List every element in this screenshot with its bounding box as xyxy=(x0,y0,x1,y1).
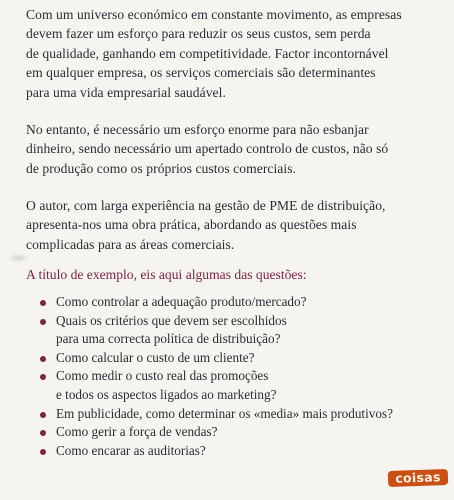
text-line: complicadas para as áreas comerciais. xyxy=(26,236,235,252)
list-item xyxy=(38,293,393,312)
list-item xyxy=(38,442,393,461)
print-smudge xyxy=(8,253,30,263)
list-item-text: Como gerir a força de vendas? xyxy=(56,424,218,440)
text-line: dinheiro, sendo necessário um apertado controlo de custos, não só xyxy=(26,141,389,157)
list-item-text: Em publicidade, como determinar os «media» mais produtivos? xyxy=(56,405,393,421)
questions-list xyxy=(38,293,393,460)
list-item-text: Como encarar as auditorias? xyxy=(56,442,206,458)
list-item-text: Quais os critérios que devem ser escolhidos xyxy=(56,312,287,328)
list-item-text: Como medir o custo real das promoções xyxy=(56,368,269,384)
bullet-icon xyxy=(40,374,46,380)
text-line: O autor, com larga experiência na gestão de PME de distribuição, xyxy=(26,198,386,213)
list-item xyxy=(38,367,393,404)
bullet-icon xyxy=(40,356,46,362)
text-line: de qualidade, ganhando em competitividade. Factor incontornável xyxy=(26,45,389,61)
list-item xyxy=(38,312,393,349)
text-line: No entanto, é necessário um esforço enorme para não esbanjar xyxy=(26,122,369,137)
bullet-icon xyxy=(40,430,46,436)
bullet-icon xyxy=(40,300,46,306)
list-item-text: para uma correcta política de distribuição? xyxy=(56,331,281,347)
cost-control-paragraph xyxy=(26,120,446,178)
intro-paragraph xyxy=(26,5,446,102)
text-line: apresenta-nos uma obra prática, abordando as questões mais xyxy=(26,217,357,233)
text-line: devem fazer um esforço para reduzir os seus custos, sem perda xyxy=(26,26,371,42)
text-line: Com um universo económico em constante movimento, as empresas xyxy=(26,7,402,22)
bullet-icon xyxy=(40,319,46,325)
bullet-icon xyxy=(40,412,46,418)
watermark-logo: coisas xyxy=(388,469,449,487)
list-item xyxy=(38,349,393,368)
list-item-text: e todos os aspectos ligados ao marketing? xyxy=(56,386,277,402)
list-item xyxy=(38,405,393,424)
text-line: de produção como os próprios custos comerciais. xyxy=(26,160,297,176)
bullet-icon xyxy=(40,449,46,455)
text-line: para uma vida empresarial saudável. xyxy=(26,84,226,100)
questions-heading: A título de exemplo, eis aqui algumas das questões: xyxy=(26,267,307,282)
list-item xyxy=(38,423,393,442)
list-item-text: Como controlar a adequação produto/mercado? xyxy=(56,294,307,309)
text-line: em qualquer empresa, os serviços comerciais são determinantes xyxy=(26,65,376,81)
list-item-text: Como calcular o custo de um cliente? xyxy=(56,349,255,365)
author-paragraph xyxy=(26,196,446,254)
